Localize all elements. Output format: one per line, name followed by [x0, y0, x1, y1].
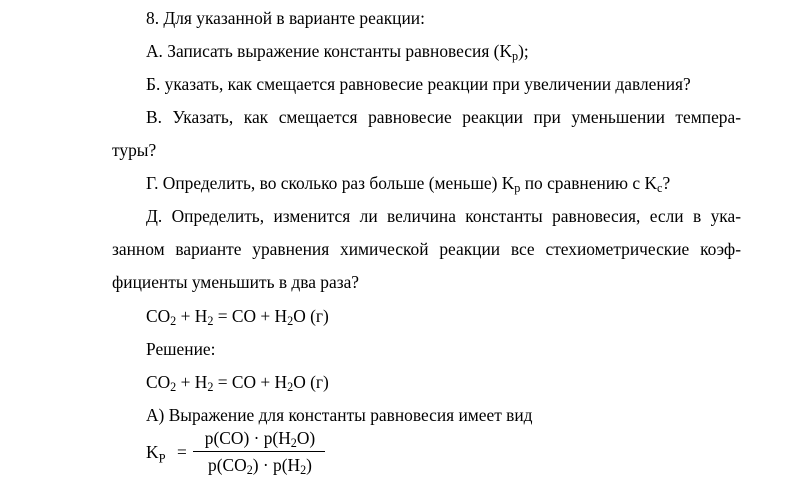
equilibrium-constant-formula [146, 426, 346, 484]
formula-lhs: $K_P$ [146, 442, 166, 466]
task-item-b: Б. указать, как смещается равновесие реакции при увеличении давления? [146, 74, 691, 94]
formula-denominator: $p(CO_2) \cdot p(H_2)$ [208, 455, 312, 478]
task-item-g: Г. Определить, во сколько раз больше (меньше) $K_p$ по сравнению с $K_c$? [146, 173, 671, 196]
solution-part-a: А) Выражение для константы равновесия имеет вид [146, 405, 533, 425]
reaction-equation: $CO_2 + H_2$ = CO + $H_2O$ (г) [146, 306, 329, 329]
fraction-bar [193, 451, 325, 452]
task-item-v-line1: В. Указать, как смещается равновесие реакции при уменьшении темпера- [146, 107, 741, 127]
task-item-d-line2: занном варианте уравнения химической реакции все стехиометрические коэф- [112, 239, 741, 259]
task-item-d-line1: Д. Определить, изменится ли величина константы равновесия, если в ука- [146, 206, 741, 226]
task-item-a: А. Записать выражение константы равновесия $(K_p)$; [146, 41, 529, 64]
solution-label: Решение: [146, 339, 216, 359]
solution-equation: $CO_2 + H_2$ = CO + $H_2O$ (г) [146, 372, 329, 395]
formula-equals: = [177, 442, 187, 462]
task-item-d-line3: фициенты уменьшить в два раза? [112, 272, 360, 292]
task-item-v-line2: туры? [112, 140, 157, 160]
task-header: 8. Для указанной в варианте реакции: [146, 8, 425, 28]
formula-numerator: $p(CO) \cdot p(H_2O)$ [204, 428, 316, 451]
